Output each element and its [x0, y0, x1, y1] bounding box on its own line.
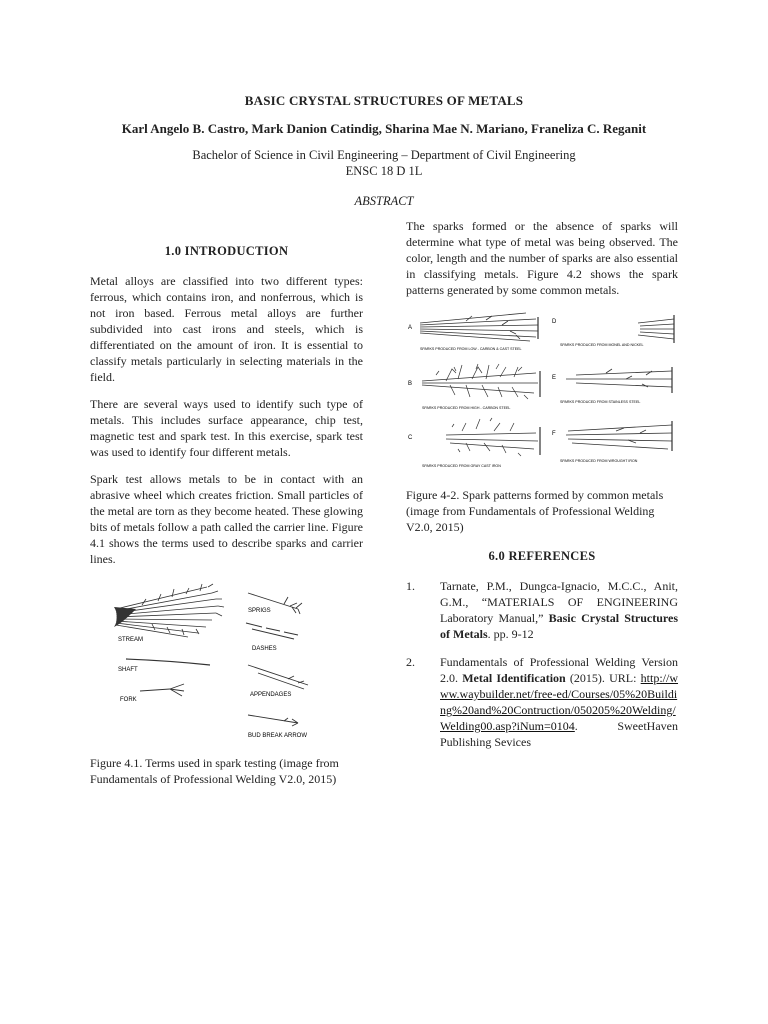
abstract-heading: ABSTRACT	[354, 194, 414, 208]
panel-f-sparks	[566, 421, 672, 451]
figure-4-2-spark-patterns	[406, 309, 678, 473]
reference-year: (2015). URL:	[565, 671, 641, 685]
panel-f-caption: SPARKS PRODUCED FROM WROUGHT IRON	[560, 459, 638, 463]
author-list: Karl Angelo B. Castro, Mark Danion Catindig, Sharina Mae N. Mariano, Franeliza C. Reganit	[121, 121, 647, 136]
label-appendages: APPENDAGES	[250, 692, 292, 698]
paper-title: BASIC CRYSTAL STRUCTURES OF METALS	[244, 93, 524, 108]
reference-item	[406, 578, 678, 642]
panel-f-letter: F	[552, 431, 556, 437]
panel-b-sparks	[422, 364, 540, 399]
reference-publisher: . SweetHaven Publishing Sevices	[440, 719, 678, 749]
panel-d-letter: D	[552, 319, 557, 325]
panel-b-caption: SPARKS PRODUCED FROM HIGH - CARBON STEEL	[422, 406, 511, 410]
dashes-illustration	[246, 623, 298, 639]
label-shaft: SHAFT	[118, 667, 138, 673]
label-bud-break-arrow: BUD BREAK ARROW	[248, 733, 308, 739]
figure-4-1-caption: Figure 4.1. Terms used in spark testing (image from Fundamentals of Professional Welding V2.0, 2015)	[90, 756, 339, 786]
label-stream: STREAM	[118, 637, 144, 643]
panel-c-letter: C	[408, 435, 413, 441]
reference-bold-title: Basic Crystal Structures of Metals	[440, 611, 678, 641]
shaft-illustration	[126, 659, 210, 665]
label-dashes: DASHES	[252, 646, 277, 652]
affiliation	[0, 147, 768, 179]
reference-url-link[interactable]: http://www.waybuilder.net/free-ed/Courses/05%20Building%20and%20Contruction/050205%20Welding/Welding00.asp?iNum=0104	[440, 671, 679, 733]
reference-item	[406, 654, 678, 750]
right-column	[406, 218, 678, 762]
panel-e-caption: SPARKS PRODUCED FROM STAINLESS STEEL	[560, 400, 641, 404]
references-list	[406, 578, 678, 750]
affiliation-course: ENSC 18 D 1L	[345, 164, 423, 178]
panel-d-sparks	[638, 315, 674, 343]
panel-b-letter: B	[408, 381, 413, 387]
appendages-illustration	[248, 665, 308, 689]
intro-paragraph-3: Spark test allows metals to be in contact with an abrasive wheel which creates friction. Small particles of the metal are torn as they become heated. These glowing bits of metals follow a path called the carrier line. Figure 4.1 shows the terms used to describe sparks and carrier lines.	[90, 472, 363, 566]
figure-4-1-spark-terms	[112, 579, 347, 741]
intro-paragraph-2: There are several ways used to identify such type of metals. This includes surface appearance, chip test, magnetic test and spark test. In this exercise, spark test was used to identify four different metals.	[90, 397, 363, 459]
panel-c-sparks	[446, 418, 540, 456]
panel-e-letter: E	[552, 375, 557, 381]
spark-patterns-paragraph: The sparks formed or the absence of sparks will determine what type of metal was being observed. The color, length and the number of sparks are also essential in classifying metals. Figure 4.2 shows the spark patterns generated by some common metals.	[406, 219, 678, 297]
panel-a-caption: SPARKS PRODUCED FROM LOW - CARBON & CAST STEEL	[420, 347, 522, 351]
reference-number: 1.	[406, 579, 415, 593]
reference-text: Tarnate, P.M., Dungca-Ignacio, M.C.C., Anit, G.M., “MATERIALS OF ENGINEERING Laboratory Manual,”	[440, 579, 678, 625]
reference-pages: . pp. 9-12	[487, 627, 534, 641]
affiliation-department: Bachelor of Science in Civil Engineering – Department of Civil Engineering	[192, 148, 576, 162]
panel-c-caption: SPARKS PRODUCED FROM GRAY CAST IRON	[422, 464, 501, 468]
label-sprigs: SPRIGS	[248, 608, 271, 614]
intro-paragraph-1: Metal alloys are classified into two different types: ferrous, which contains iron, and nonferrous, which is not iron based. Ferrous metal alloys are further subdivided into cast irons and steels, which is differentiated on the amount of iron. It is essential to classify metals particularly in selecting materials in the field.	[90, 274, 363, 384]
reference-bold-title: Metal Identification	[462, 671, 566, 685]
references-heading: 6.0 REFERENCES	[488, 549, 596, 563]
left-column	[90, 244, 363, 787]
label-fork: FORK	[120, 697, 137, 703]
panel-a-sparks	[420, 313, 538, 341]
panel-e-sparks	[566, 367, 672, 393]
panel-a-letter: A	[408, 325, 413, 331]
introduction-heading: 1.0 INTRODUCTION	[164, 244, 289, 258]
bud-break-arrow-illustration	[248, 715, 298, 726]
reference-text: Fundamentals of Professional Welding Version 2.0.	[440, 655, 678, 685]
figure-4-2-caption: Figure 4-2. Spark patterns formed by common metals (image from Fundamentals of Professional Welding V2.0, 2015)	[406, 488, 664, 534]
fork-illustration	[140, 684, 184, 696]
reference-number: 2.	[406, 655, 415, 669]
panel-d-caption: SPARKS PRODUCED FROM MONEL AND NICKEL	[560, 343, 644, 347]
